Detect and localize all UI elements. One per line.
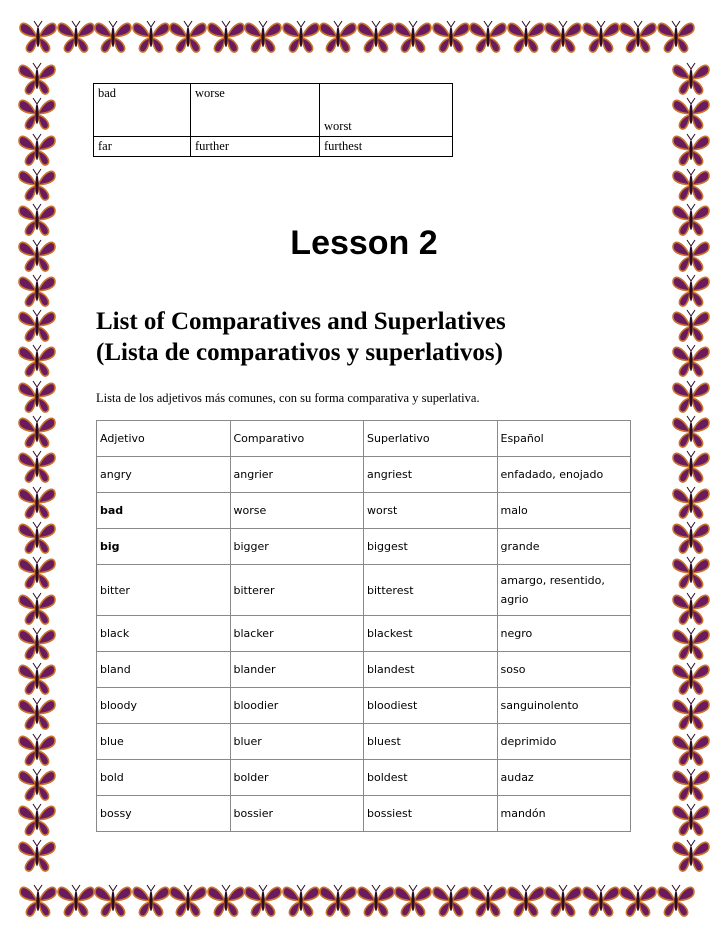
butterfly-icon bbox=[131, 20, 171, 54]
butterfly-icon bbox=[93, 20, 133, 54]
table-cell: bolder bbox=[230, 760, 364, 796]
table-cell: angriest bbox=[364, 457, 498, 493]
butterfly-icon bbox=[393, 884, 433, 918]
butterfly-icon bbox=[18, 884, 58, 918]
heading-line-english: List of Comparatives and Superlatives bbox=[96, 308, 506, 335]
table-cell: bitterest bbox=[364, 565, 498, 616]
table-cell: bland bbox=[97, 652, 231, 688]
butterfly-icon bbox=[17, 662, 57, 696]
butterfly-icon bbox=[671, 697, 711, 731]
butterfly-icon bbox=[318, 884, 358, 918]
table-row bbox=[97, 565, 631, 616]
butterfly-icon bbox=[671, 768, 711, 802]
border-bottom bbox=[0, 878, 728, 924]
butterfly-icon bbox=[17, 592, 57, 626]
butterfly-icon bbox=[17, 450, 57, 484]
butterfly-icon bbox=[431, 884, 471, 918]
butterfly-icon bbox=[56, 884, 96, 918]
page-heading bbox=[96, 306, 636, 368]
butterfly-icon bbox=[581, 884, 621, 918]
table-row bbox=[94, 84, 453, 137]
butterfly-icon bbox=[17, 803, 57, 837]
table-cell: worst bbox=[320, 84, 453, 137]
intro-text: Lista de los adjetivos más comunes, con su forma comparativa y superlativa. bbox=[96, 391, 480, 405]
butterfly-icon bbox=[393, 20, 433, 54]
table-row bbox=[97, 529, 631, 565]
butterfly-icon bbox=[281, 884, 321, 918]
table-cell: boldest bbox=[364, 760, 498, 796]
border-right bbox=[668, 58, 714, 880]
butterfly-icon bbox=[671, 344, 711, 378]
table-header-row bbox=[97, 421, 631, 457]
butterfly-icon bbox=[17, 839, 57, 873]
table-cell: bad bbox=[97, 493, 231, 529]
butterfly-icon bbox=[17, 97, 57, 131]
table-cell: blue bbox=[97, 724, 231, 760]
table-cell: bossiest bbox=[364, 796, 498, 832]
table-cell: bloody bbox=[97, 688, 231, 724]
table-row bbox=[97, 457, 631, 493]
butterfly-icon bbox=[671, 415, 711, 449]
butterfly-icon bbox=[671, 839, 711, 873]
table-cell: bluer bbox=[230, 724, 364, 760]
table-row bbox=[97, 724, 631, 760]
table-row bbox=[97, 796, 631, 832]
table-cell: biggest bbox=[364, 529, 498, 565]
butterfly-icon bbox=[671, 627, 711, 661]
butterfly-icon bbox=[671, 97, 711, 131]
butterfly-icon bbox=[671, 556, 711, 590]
table-cell: blacker bbox=[230, 616, 364, 652]
top-comparison-table bbox=[93, 83, 453, 157]
butterfly-icon bbox=[206, 20, 246, 54]
butterfly-icon bbox=[671, 62, 711, 96]
butterfly-icon bbox=[356, 20, 396, 54]
butterfly-icon bbox=[17, 133, 57, 167]
butterfly-icon bbox=[281, 20, 321, 54]
adjectives-table bbox=[96, 420, 631, 832]
butterfly-icon bbox=[93, 884, 133, 918]
header-superlativo: Superlativo bbox=[364, 421, 498, 457]
table-cell: far bbox=[94, 137, 191, 157]
butterfly-icon bbox=[206, 884, 246, 918]
butterfly-icon bbox=[17, 697, 57, 731]
border-left bbox=[14, 58, 60, 880]
butterfly-icon bbox=[17, 521, 57, 555]
table-cell: mandón bbox=[497, 796, 631, 832]
butterfly-icon bbox=[671, 486, 711, 520]
table-cell: grande bbox=[497, 529, 631, 565]
butterfly-icon bbox=[618, 884, 658, 918]
header-adjetivo: Adjetivo bbox=[97, 421, 231, 457]
butterfly-icon bbox=[671, 309, 711, 343]
table-cell: bloodiest bbox=[364, 688, 498, 724]
butterfly-icon bbox=[243, 20, 283, 54]
butterfly-icon bbox=[168, 20, 208, 54]
butterfly-icon bbox=[543, 20, 583, 54]
lesson-title: Lesson 2 bbox=[290, 224, 438, 262]
table-cell: deprimido bbox=[497, 724, 631, 760]
butterfly-icon bbox=[17, 168, 57, 202]
butterfly-icon bbox=[671, 450, 711, 484]
table-cell: bold bbox=[97, 760, 231, 796]
table-cell: angry bbox=[97, 457, 231, 493]
butterfly-icon bbox=[18, 20, 58, 54]
table-cell: angrier bbox=[230, 457, 364, 493]
butterfly-icon bbox=[506, 884, 546, 918]
butterfly-icon bbox=[468, 884, 508, 918]
table-cell: bloodier bbox=[230, 688, 364, 724]
butterfly-icon bbox=[318, 20, 358, 54]
butterfly-icon bbox=[581, 20, 621, 54]
heading-line-spanish: (Lista de comparativos y superlativos) bbox=[96, 339, 503, 366]
butterfly-icon bbox=[506, 20, 546, 54]
butterfly-icon bbox=[56, 20, 96, 54]
table-row bbox=[97, 760, 631, 796]
table-cell: soso bbox=[497, 652, 631, 688]
butterfly-icon bbox=[656, 884, 696, 918]
butterfly-icon bbox=[17, 274, 57, 308]
border-top bbox=[0, 14, 728, 60]
butterfly-icon bbox=[671, 168, 711, 202]
table-cell: worse bbox=[191, 84, 320, 137]
butterfly-icon bbox=[468, 20, 508, 54]
table-cell: bitterer bbox=[230, 565, 364, 616]
table-cell: bitter bbox=[97, 565, 231, 616]
butterfly-icon bbox=[656, 20, 696, 54]
butterfly-icon bbox=[17, 309, 57, 343]
table-row bbox=[94, 137, 453, 157]
butterfly-icon bbox=[168, 884, 208, 918]
table-cell: worse bbox=[230, 493, 364, 529]
header-espanol: Español bbox=[497, 421, 631, 457]
table-cell: audaz bbox=[497, 760, 631, 796]
butterfly-icon bbox=[17, 768, 57, 802]
table-cell: blander bbox=[230, 652, 364, 688]
table-cell: bossier bbox=[230, 796, 364, 832]
butterfly-icon bbox=[671, 592, 711, 626]
butterfly-icon bbox=[17, 556, 57, 590]
table-cell: further bbox=[191, 137, 320, 157]
table-cell: furthest bbox=[320, 137, 453, 157]
butterfly-icon bbox=[671, 733, 711, 767]
butterfly-icon bbox=[17, 733, 57, 767]
butterfly-icon bbox=[17, 415, 57, 449]
table-cell: malo bbox=[497, 493, 631, 529]
butterfly-icon bbox=[17, 627, 57, 661]
butterfly-icon bbox=[543, 884, 583, 918]
butterfly-icon bbox=[17, 62, 57, 96]
table-row bbox=[97, 688, 631, 724]
butterfly-icon bbox=[131, 884, 171, 918]
table-cell: bigger bbox=[230, 529, 364, 565]
table-cell: enfadado, enojado bbox=[497, 457, 631, 493]
butterfly-icon bbox=[671, 380, 711, 414]
table-cell: big bbox=[97, 529, 231, 565]
table-cell: worst bbox=[364, 493, 498, 529]
butterfly-icon bbox=[17, 380, 57, 414]
butterfly-icon bbox=[431, 20, 471, 54]
butterfly-icon bbox=[671, 133, 711, 167]
table-cell: blandest bbox=[364, 652, 498, 688]
table-cell: negro bbox=[497, 616, 631, 652]
table-cell: bossy bbox=[97, 796, 231, 832]
butterfly-icon bbox=[243, 884, 283, 918]
butterfly-icon bbox=[618, 20, 658, 54]
table-row bbox=[97, 493, 631, 529]
table-cell: blackest bbox=[364, 616, 498, 652]
butterfly-icon bbox=[17, 486, 57, 520]
butterfly-icon bbox=[671, 274, 711, 308]
butterfly-icon bbox=[671, 521, 711, 555]
butterfly-icon bbox=[671, 803, 711, 837]
table-cell: black bbox=[97, 616, 231, 652]
table-cell: amargo, resentido, agrio bbox=[497, 565, 631, 616]
table-cell: sanguinolento bbox=[497, 688, 631, 724]
butterfly-icon bbox=[356, 884, 396, 918]
header-comparativo: Comparativo bbox=[230, 421, 364, 457]
butterfly-icon bbox=[671, 662, 711, 696]
table-row bbox=[97, 616, 631, 652]
table-row bbox=[97, 652, 631, 688]
table-cell: bad bbox=[94, 84, 191, 137]
table-cell: bluest bbox=[364, 724, 498, 760]
butterfly-icon bbox=[17, 344, 57, 378]
